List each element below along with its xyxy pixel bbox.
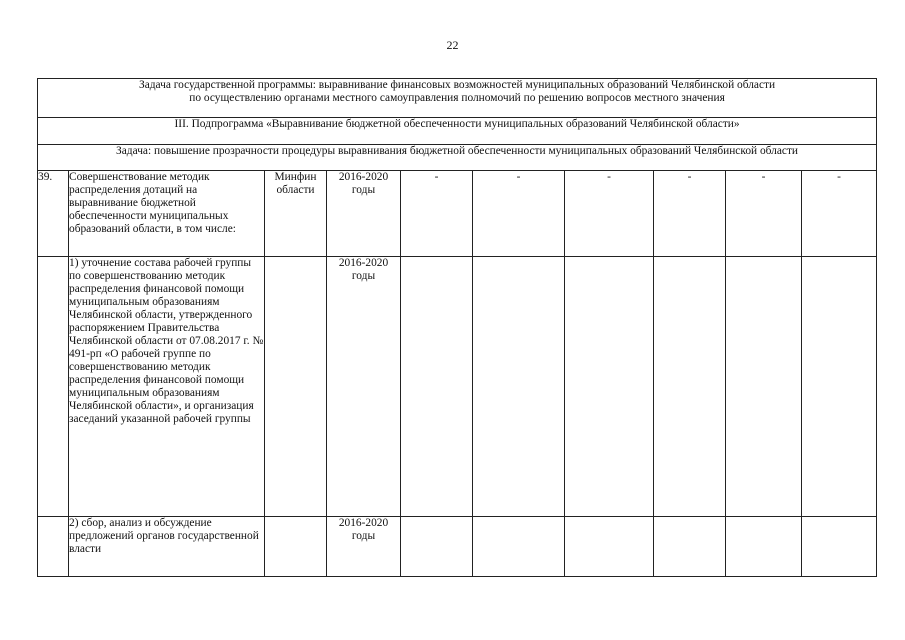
state-program-task — [38, 79, 877, 118]
row-value: - — [802, 171, 877, 257]
row-executor — [265, 171, 327, 257]
table-row — [38, 171, 877, 257]
subprogram-task: Задача: повышение прозрачности процедуры выравнивания бюджетной обеспеченности муниципальных образований Челябинской области — [38, 145, 877, 171]
row-description: 2) сбор, анализ и обсуждение предложений органов государственной власти — [69, 517, 265, 577]
state-program-task-row — [38, 79, 877, 118]
table-row — [38, 517, 877, 577]
row-value — [654, 257, 726, 517]
row-value — [654, 517, 726, 577]
row-value — [802, 257, 877, 517]
row-period-line1: 2016-2020 — [338, 517, 389, 529]
row-period-line2: годы — [351, 530, 376, 542]
row-executor — [265, 257, 327, 517]
row-executor-line2: области — [276, 184, 315, 196]
row-description: Совершенствование методик распределения дотаций на выравнивание бюджетной обеспеченности муниципальных образований области, в том числе: — [69, 171, 265, 257]
row-value: - — [565, 171, 654, 257]
row-period-line2: годы — [351, 270, 376, 282]
page-number: 22 — [446, 38, 459, 52]
state-program-task-line2: по осуществлению органами местного самоуправления полномочий по решению вопросов местного значения — [189, 92, 725, 104]
row-value — [473, 257, 565, 517]
row-period-line2: годы — [351, 184, 376, 196]
row-executor-line1: Минфин — [274, 171, 317, 183]
row-value: - — [726, 171, 802, 257]
row-executor — [265, 517, 327, 577]
program-table — [37, 78, 877, 577]
row-value — [401, 517, 473, 577]
row-value — [401, 257, 473, 517]
row-period — [327, 257, 401, 517]
row-number — [38, 517, 69, 577]
row-number: 39. — [38, 171, 69, 257]
row-period-line1: 2016-2020 — [338, 171, 389, 183]
subprogram-task-row — [38, 145, 877, 171]
row-value: - — [654, 171, 726, 257]
row-value — [473, 517, 565, 577]
row-value — [565, 517, 654, 577]
row-period — [327, 171, 401, 257]
row-number — [38, 257, 69, 517]
row-value — [726, 257, 802, 517]
row-period-line1: 2016-2020 — [338, 257, 389, 269]
table-row — [38, 257, 877, 517]
row-value — [802, 517, 877, 577]
row-value: - — [473, 171, 565, 257]
row-description: 1) уточнение состава рабочей группы по совершенствованию методик распределения финансовой помощи муниципальным образованиям Челябинской области, утвержденного распоряжением Правительства Челябинской области от 07.08.2017 г. № 491-рп «О рабочей группе по совершенствованию методик распределения финансовой помощи муниципальным образованиям Челябинской области», и организация заседаний указанной рабочей группы — [69, 257, 265, 517]
row-value — [565, 257, 654, 517]
subprogram-title: III. Подпрограмма «Выравнивание бюджетной обеспеченности муниципальных образований Челябинской области» — [38, 118, 877, 145]
row-value — [726, 517, 802, 577]
subprogram-title-row — [38, 118, 877, 145]
row-period — [327, 517, 401, 577]
state-program-task-line1: Задача государственной программы: выравнивание финансовых возможностей муниципальных образований Челябинской области — [138, 79, 776, 91]
row-value: - — [401, 171, 473, 257]
